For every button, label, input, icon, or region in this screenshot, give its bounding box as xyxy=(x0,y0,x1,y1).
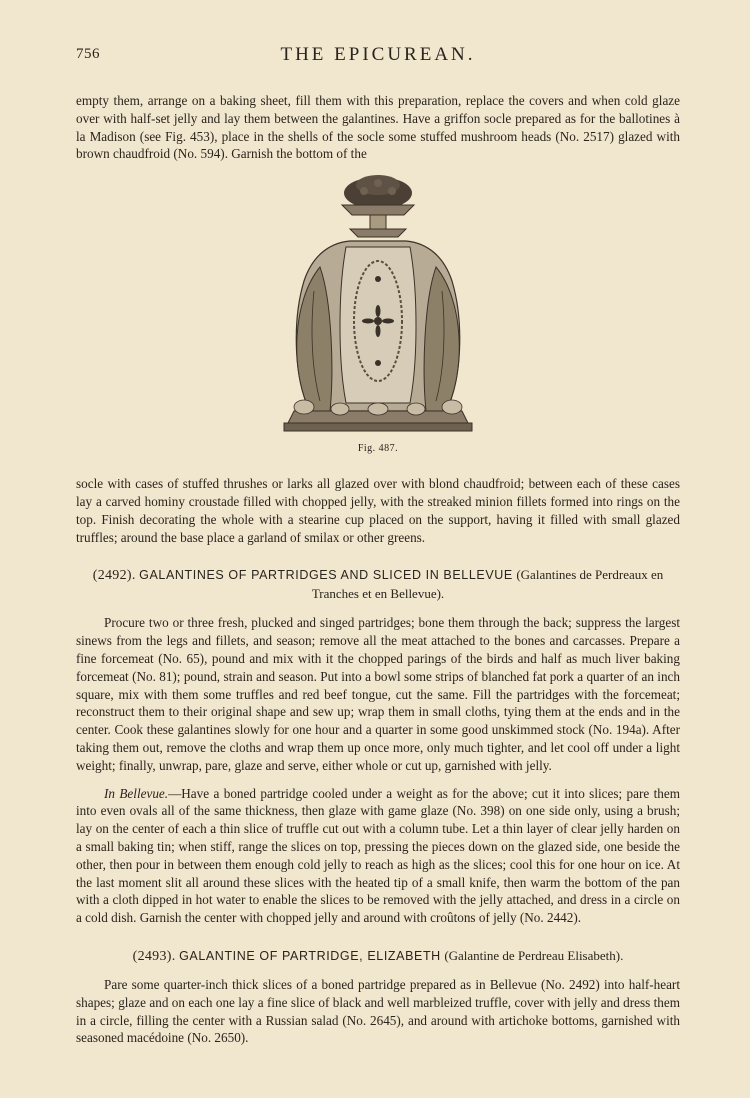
paragraph-bellevue xyxy=(76,785,680,927)
bellevue-text: —Have a boned partridge cooled under a weight as for the above; cut it into slices; pare them into even ovals all of the same thickness, then glaze with game glaze (No. 398) on one side only, using a brush; lay on the center of each a thin slice of truffle cut out with a column tube. Let a thin layer of clear jelly harden on a small baking tin; when stiff, range the slices on top, pressing the pieces down on the glazed side, one beside the other, then pour in between them enough cold jelly to reach as high as the slices; cool this for one hour on ice. At the last moment slit all around these slices with the heated tip of a small knife, then warm the bottom of the pan with a cloth dipped in hot water to enable the slices to be removed with the jelly attached, and dress in a circle on a cold dish. Garnish the center with chopped jelly and around with croûtons of jelly (No. 2442). xyxy=(76,785,680,926)
figure-487 xyxy=(76,171,680,471)
section-heading-2492 xyxy=(76,566,680,604)
figure-caption: Fig. 487. xyxy=(357,443,399,455)
page-number: 756 xyxy=(76,46,100,62)
section-number: (2493). xyxy=(132,948,176,964)
body-text xyxy=(76,92,680,1047)
bellevue-lead: In Bellevue. xyxy=(104,785,169,801)
running-title: THE EPICUREAN. xyxy=(280,44,476,65)
section-number: (2492). xyxy=(92,568,136,584)
paragraph-continuation: empty them, arrange on a baking sheet, fill them with this preparation, replace the covers and when cold glaze over with half-set jelly and lay them between the galantines. Have a griffon socle prepared as for the ballotines à la Madison (see Fig. 453), place in the shells of the socle some stuffed mushroom heads (No. 2517) glazed with brown chaudfroid (No. 594). Garnish the bottom of the xyxy=(76,93,680,162)
section-french-title: (Galantines de Perdreaux en Tranches et en Bellevue). xyxy=(311,567,664,602)
paragraph-elizabeth: Pare some quarter-inch thick slices of a boned partridge prepared as in Bellevue (No. 2492) into half-heart shapes; glaze and on each one lay a fine slice of black and well marbleized truffle, cover with jelly and dress them in a circle, filling the center with a Russian salad (No. 2645), and around with artichoke bottoms, garnished with seasoned macédoine (No. 2650). xyxy=(76,976,680,1046)
socle-illustration xyxy=(280,171,476,439)
paragraph-galantines: Procure two or three fresh, plucked and singed partridges; bone them through the back; suppress the largest sinews from the legs and fillets, and season; remove all the meat attached to the bones and carcasses. Prepare a fine forcemeat (No. 65), pound and mix with it the chopped parings of the birds and half as much liver baking forcemeat (No. 81); pound, strain and season. Put into a bowl some strips of blanched fat pork a quarter of an inch square, mix with them some truffles and red beef tongue, cut the same. Fill the partridges with the forcemeat; reconstruct them to their original shape and sew up; wrap them in small cloths, tying them at the ends and in the center. Cook these galantines slowly for one hour and a quarter in some good unskimmed stock (No. 194a). After taking them out, remove the cloths and wrap them up once more, only much tighter, and let cool off under a light weight; finally, unwrap, pare, glaze and serve, either whole or cut up, garnished with jelly. xyxy=(76,615,680,773)
section-title: GALANTINES OF PARTRIDGES AND SLICED IN BELLEVUE xyxy=(139,568,513,583)
page-header xyxy=(76,44,680,68)
section-heading-2493 xyxy=(76,947,680,966)
section-french-title: (Galantine de Perdreau Elisabeth). xyxy=(444,947,624,963)
paragraph-socle-garnish: socle with cases of stuffed thrushes or larks all glazed over with blond chaudfroid; between each of these cases lay a carved hominy croustade filled with chopped jelly, with the streaked minion fillets formed into rings on the top. Finish decorating the whole with a stearine cup placed on the support, having it filled with small glazed truffles; around the base place a garland of smilax or other greens. xyxy=(76,476,680,545)
section-title: GALANTINE OF PARTRIDGE, ELIZABETH xyxy=(179,948,441,963)
stearine-cup xyxy=(342,205,414,215)
